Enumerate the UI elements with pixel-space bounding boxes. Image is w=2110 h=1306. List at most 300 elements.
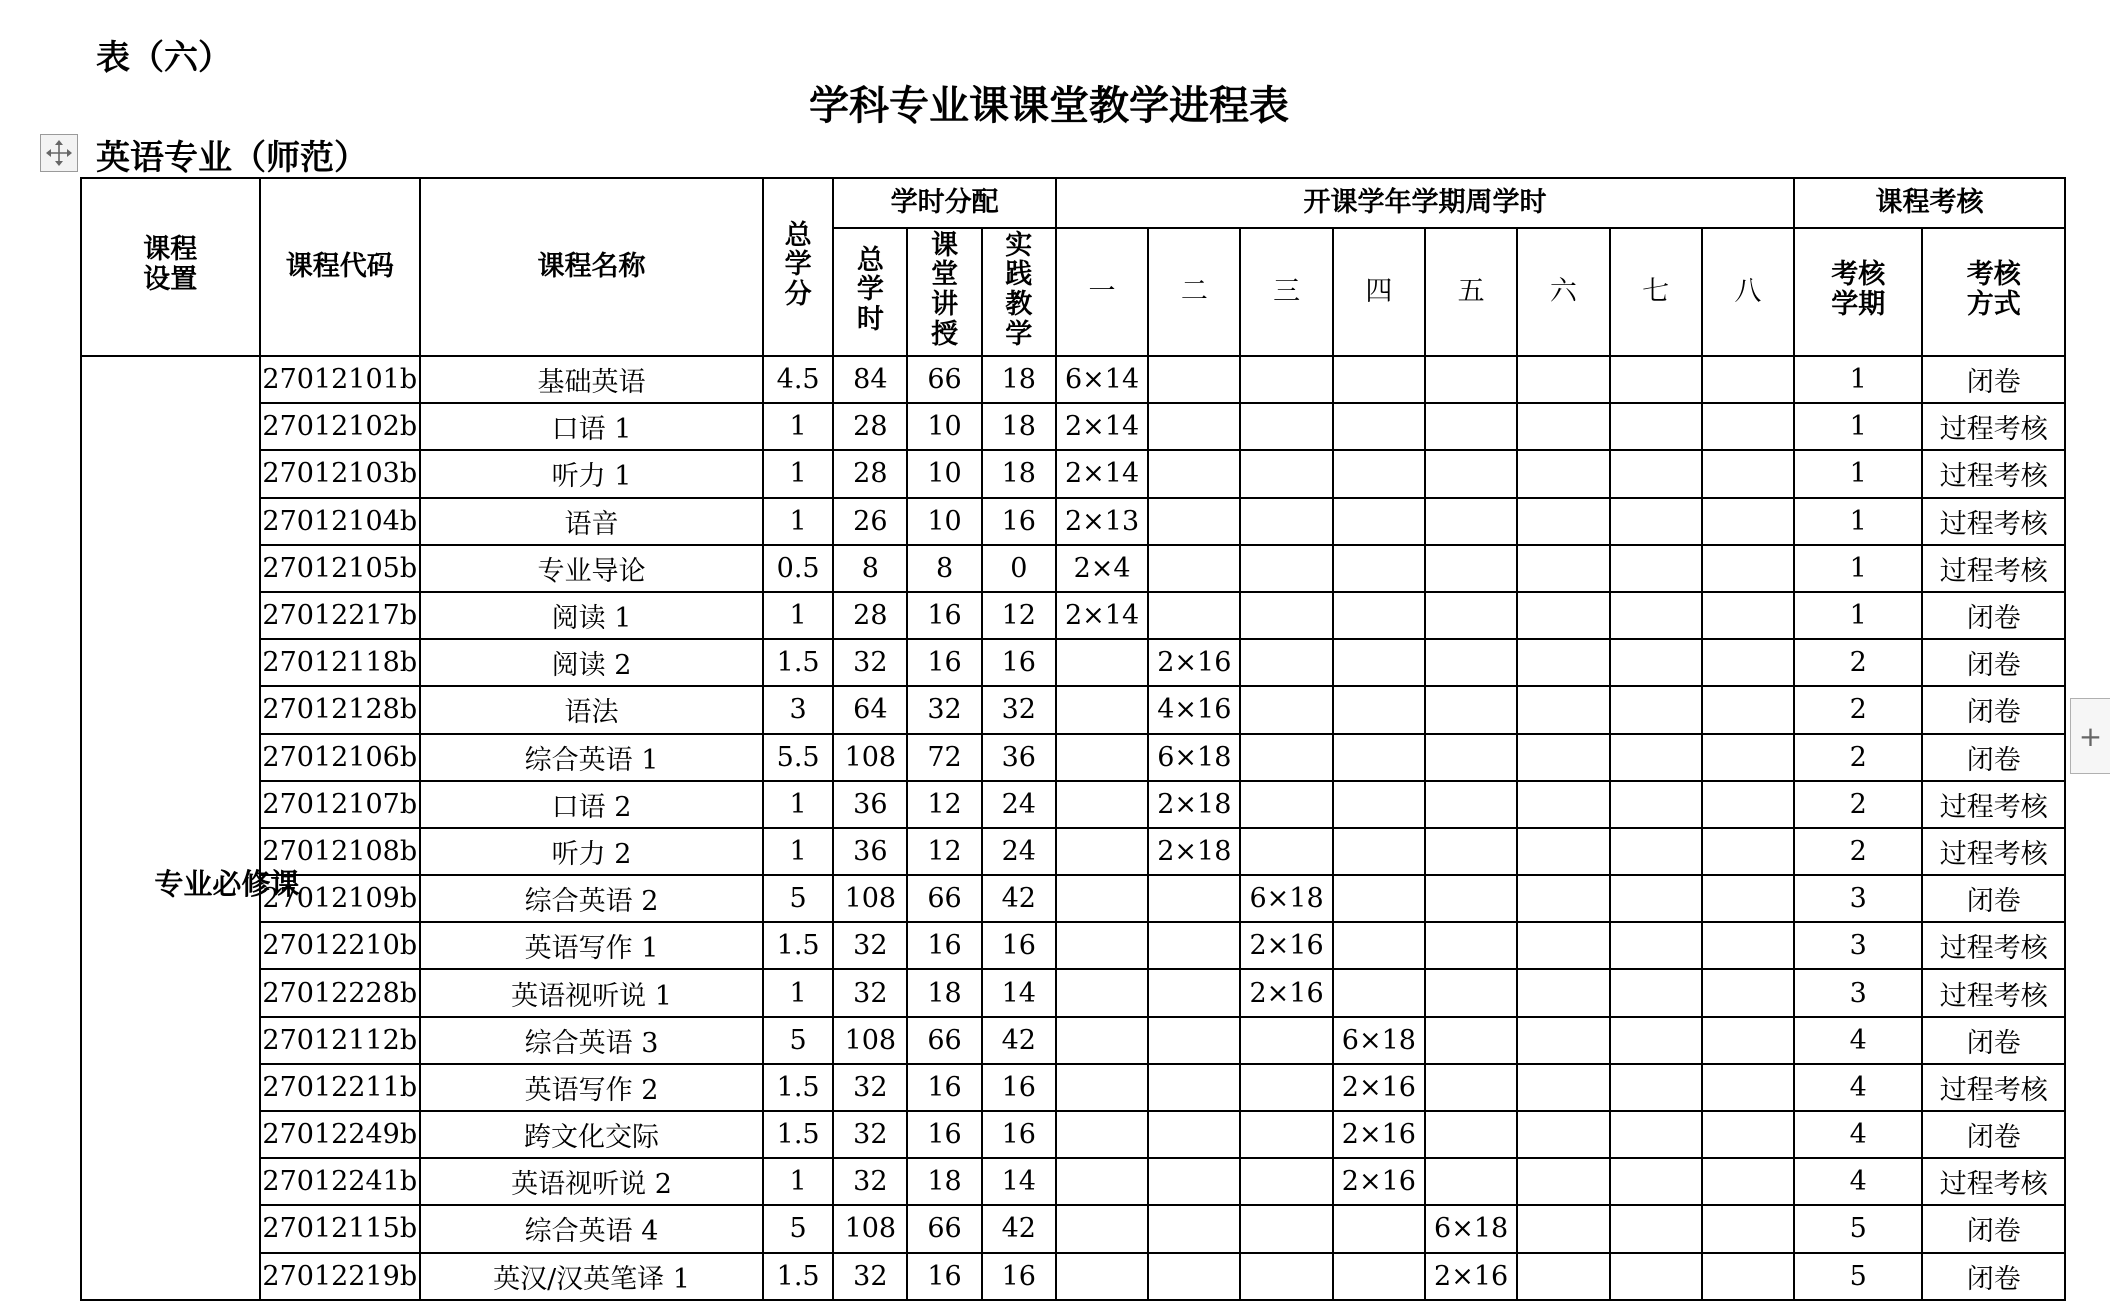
semester-3-cell	[1240, 1158, 1332, 1205]
semester-5-cell	[1425, 922, 1517, 969]
lecture-hours-cell: 18	[907, 969, 981, 1016]
exam-method-cell: 闭卷	[1922, 1253, 2065, 1300]
semester-8-cell	[1702, 356, 1794, 403]
semester-1-cell	[1056, 922, 1148, 969]
semester-1-cell	[1056, 1064, 1148, 1111]
table-row	[81, 639, 2065, 686]
semester-4-cell	[1333, 828, 1425, 875]
semester-3-cell: 2×16	[1240, 922, 1332, 969]
total-hours-cell: 108	[833, 875, 907, 922]
semester-7-cell	[1610, 781, 1702, 828]
semester-5-cell	[1425, 545, 1517, 592]
lecture-hours-cell: 12	[907, 828, 981, 875]
course-code-cell: 27012118b	[260, 639, 420, 686]
semester-7-cell	[1610, 450, 1702, 497]
table-row	[81, 450, 2065, 497]
exam-term-cell: 2	[1794, 781, 1922, 828]
semester-6-cell	[1517, 781, 1609, 828]
total-hours-cell: 32	[833, 1253, 907, 1300]
semester-6-cell	[1517, 1158, 1609, 1205]
semester-8-cell	[1702, 734, 1794, 781]
table-row	[81, 592, 2065, 639]
credits-cell: 1	[763, 498, 833, 545]
table-row	[81, 403, 2065, 450]
semester-4-cell	[1333, 403, 1425, 450]
credits-cell: 1	[763, 450, 833, 497]
practice-hours-cell: 18	[982, 450, 1056, 497]
course-name-cell: 英语写作 2	[420, 1064, 763, 1111]
table-row	[81, 969, 2065, 1016]
semester-8-cell	[1702, 1064, 1794, 1111]
table-row	[81, 1064, 2065, 1111]
semester-1-cell: 2×14	[1056, 592, 1148, 639]
semester-5-cell	[1425, 734, 1517, 781]
table-row	[81, 734, 2065, 781]
semester-8-cell	[1702, 1111, 1794, 1158]
practice-hours-cell: 42	[982, 1205, 1056, 1252]
total-hours-cell: 32	[833, 1111, 907, 1158]
exam-method-cell: 过程考核	[1922, 781, 2065, 828]
credits-cell: 0.5	[763, 545, 833, 592]
course-name-cell: 口语 2	[420, 781, 763, 828]
course-name-cell: 基础英语	[420, 356, 763, 403]
semester-4-cell	[1333, 1253, 1425, 1300]
course-name-cell: 英语视听说 1	[420, 969, 763, 1016]
lecture-hours-cell: 12	[907, 781, 981, 828]
semester-5-cell	[1425, 1158, 1517, 1205]
credits-cell: 1	[763, 592, 833, 639]
exam-term-cell: 1	[1794, 450, 1922, 497]
lecture-hours-cell: 10	[907, 498, 981, 545]
course-code-cell: 27012101b	[260, 356, 420, 403]
header-practice: 实践教学	[982, 228, 1056, 356]
semester-6-cell	[1517, 686, 1609, 733]
semester-8-cell	[1702, 875, 1794, 922]
course-code-cell: 27012217b	[260, 592, 420, 639]
exam-term-cell: 4	[1794, 1017, 1922, 1064]
course-name-cell: 语音	[420, 498, 763, 545]
semester-6-cell	[1517, 639, 1609, 686]
semester-5-cell	[1425, 450, 1517, 497]
exam-method-cell: 闭卷	[1922, 686, 2065, 733]
semester-7-cell	[1610, 1111, 1702, 1158]
total-hours-cell: 32	[833, 922, 907, 969]
move-arrows-icon	[45, 139, 73, 167]
practice-hours-cell: 14	[982, 969, 1056, 1016]
exam-method-cell: 闭卷	[1922, 1017, 2065, 1064]
semester-7-cell	[1610, 1253, 1702, 1300]
semester-4-cell: 6×18	[1333, 1017, 1425, 1064]
semester-1-cell	[1056, 1158, 1148, 1205]
exam-method-cell: 闭卷	[1922, 1205, 2065, 1252]
plus-icon: +	[2078, 719, 2103, 753]
semester-7-cell	[1610, 498, 1702, 545]
semester-4-cell: 2×16	[1333, 1158, 1425, 1205]
semester-6-cell	[1517, 1111, 1609, 1158]
lecture-hours-cell: 16	[907, 1111, 981, 1158]
table-row	[81, 1205, 2065, 1252]
semester-1-cell	[1056, 875, 1148, 922]
exam-term-cell: 3	[1794, 922, 1922, 969]
practice-hours-cell: 16	[982, 498, 1056, 545]
credits-cell: 1	[763, 969, 833, 1016]
semester-6-cell	[1517, 1017, 1609, 1064]
semester-1-cell: 2×14	[1056, 403, 1148, 450]
semester-3-cell	[1240, 1111, 1332, 1158]
semester-1-cell	[1056, 639, 1148, 686]
credits-cell: 5	[763, 1205, 833, 1252]
course-code-cell: 27012249b	[260, 1111, 420, 1158]
practice-hours-cell: 14	[982, 1158, 1056, 1205]
practice-hours-cell: 36	[982, 734, 1056, 781]
header-hours-group: 学时分配	[833, 178, 1056, 228]
semester-8-cell	[1702, 1253, 1794, 1300]
semester-7-cell	[1610, 969, 1702, 1016]
semester-5-cell	[1425, 592, 1517, 639]
header-semester-3: 三	[1240, 228, 1332, 356]
semester-7-cell	[1610, 356, 1702, 403]
course-name-cell: 跨文化交际	[420, 1111, 763, 1158]
exam-method-cell: 过程考核	[1922, 498, 2065, 545]
semester-5-cell	[1425, 875, 1517, 922]
exam-method-cell: 过程考核	[1922, 450, 2065, 497]
credits-cell: 5	[763, 875, 833, 922]
lecture-hours-cell: 16	[907, 922, 981, 969]
semester-3-cell	[1240, 639, 1332, 686]
course-name-cell: 听力 1	[420, 450, 763, 497]
semester-7-cell	[1610, 592, 1702, 639]
semester-6-cell	[1517, 875, 1609, 922]
semester-4-cell	[1333, 639, 1425, 686]
lecture-hours-cell: 18	[907, 1158, 981, 1205]
header-name: 课程名称	[420, 178, 763, 356]
practice-hours-cell: 16	[982, 1253, 1056, 1300]
semester-1-cell	[1056, 1017, 1148, 1064]
semester-6-cell	[1517, 1205, 1609, 1252]
semester-8-cell	[1702, 592, 1794, 639]
lecture-hours-cell: 16	[907, 1064, 981, 1111]
semester-6-cell	[1517, 828, 1609, 875]
semester-4-cell: 2×16	[1333, 1111, 1425, 1158]
practice-hours-cell: 0	[982, 545, 1056, 592]
semester-4-cell	[1333, 734, 1425, 781]
total-hours-cell: 108	[833, 1017, 907, 1064]
semester-2-cell	[1148, 1205, 1240, 1252]
exam-method-cell: 过程考核	[1922, 828, 2065, 875]
category-cell: 专业必修课	[81, 356, 260, 1300]
header-semester-7: 七	[1610, 228, 1702, 356]
lecture-hours-cell: 16	[907, 592, 981, 639]
credits-cell: 5.5	[763, 734, 833, 781]
semester-5-cell	[1425, 781, 1517, 828]
semester-6-cell	[1517, 356, 1609, 403]
semester-7-cell	[1610, 1158, 1702, 1205]
lecture-hours-cell: 66	[907, 1205, 981, 1252]
semester-2-cell	[1148, 875, 1240, 922]
header-total-credits: 总学分	[763, 178, 833, 356]
total-hours-cell: 8	[833, 545, 907, 592]
course-code-cell: 27012210b	[260, 922, 420, 969]
table-label: 表（六）	[96, 38, 232, 78]
semester-6-cell	[1517, 922, 1609, 969]
semester-5-cell	[1425, 828, 1517, 875]
course-code-cell: 27012107b	[260, 781, 420, 828]
semester-4-cell	[1333, 498, 1425, 545]
semester-2-cell	[1148, 1064, 1240, 1111]
practice-hours-cell: 42	[982, 1017, 1056, 1064]
semester-4-cell	[1333, 922, 1425, 969]
exam-method-cell: 过程考核	[1922, 1064, 2065, 1111]
semester-6-cell	[1517, 403, 1609, 450]
semester-4-cell: 2×16	[1333, 1064, 1425, 1111]
exam-method-cell: 闭卷	[1922, 356, 2065, 403]
course-code-cell: 27012102b	[260, 403, 420, 450]
course-code-cell: 27012106b	[260, 734, 420, 781]
semester-2-cell	[1148, 1158, 1240, 1205]
semester-3-cell	[1240, 498, 1332, 545]
header-code: 课程代码	[260, 178, 420, 356]
semester-2-cell	[1148, 592, 1240, 639]
header-semester-group: 开课学年学期周学时	[1056, 178, 1794, 228]
semester-7-cell	[1610, 686, 1702, 733]
credits-cell: 4.5	[763, 356, 833, 403]
semester-3-cell	[1240, 1205, 1332, 1252]
exam-method-cell: 闭卷	[1922, 875, 2065, 922]
total-hours-cell: 84	[833, 356, 907, 403]
semester-8-cell	[1702, 498, 1794, 545]
header-category: 课程设置	[81, 178, 260, 356]
semester-8-cell	[1702, 1017, 1794, 1064]
semester-2-cell	[1148, 498, 1240, 545]
header-total-hours: 总学时	[833, 228, 907, 356]
practice-hours-cell: 42	[982, 875, 1056, 922]
semester-5-cell	[1425, 1111, 1517, 1158]
semester-1-cell: 2×13	[1056, 498, 1148, 545]
major-title: 英语专业（师范）	[96, 138, 368, 178]
semester-3-cell: 2×16	[1240, 969, 1332, 1016]
total-hours-cell: 32	[833, 969, 907, 1016]
semester-3-cell	[1240, 1017, 1332, 1064]
semester-8-cell	[1702, 828, 1794, 875]
semester-2-cell: 2×16	[1148, 639, 1240, 686]
credits-cell: 1	[763, 1158, 833, 1205]
semester-3-cell	[1240, 356, 1332, 403]
lecture-hours-cell: 16	[907, 1253, 981, 1300]
practice-hours-cell: 18	[982, 403, 1056, 450]
semester-7-cell	[1610, 639, 1702, 686]
semester-3-cell	[1240, 592, 1332, 639]
total-hours-cell: 36	[833, 781, 907, 828]
semester-6-cell	[1517, 734, 1609, 781]
course-name-cell: 阅读 1	[420, 592, 763, 639]
semester-8-cell	[1702, 639, 1794, 686]
exam-term-cell: 5	[1794, 1205, 1922, 1252]
semester-8-cell	[1702, 781, 1794, 828]
course-code-cell: 27012104b	[260, 498, 420, 545]
total-hours-cell: 28	[833, 592, 907, 639]
exam-method-cell: 过程考核	[1922, 922, 2065, 969]
semester-3-cell	[1240, 403, 1332, 450]
semester-2-cell	[1148, 356, 1240, 403]
exam-method-cell: 闭卷	[1922, 639, 2065, 686]
course-name-cell: 专业导论	[420, 545, 763, 592]
exam-term-cell: 4	[1794, 1158, 1922, 1205]
semester-6-cell	[1517, 1253, 1609, 1300]
semester-1-cell	[1056, 1205, 1148, 1252]
semester-6-cell	[1517, 498, 1609, 545]
course-code-cell: 27012109b	[260, 875, 420, 922]
semester-5-cell	[1425, 403, 1517, 450]
total-hours-cell: 32	[833, 1064, 907, 1111]
course-code-cell: 27012105b	[260, 545, 420, 592]
semester-8-cell	[1702, 922, 1794, 969]
practice-hours-cell: 16	[982, 922, 1056, 969]
semester-6-cell	[1517, 450, 1609, 497]
header-lecture: 课堂讲授	[907, 228, 981, 356]
semester-2-cell: 2×18	[1148, 828, 1240, 875]
semester-8-cell	[1702, 545, 1794, 592]
table-row	[81, 1158, 2065, 1205]
semester-8-cell	[1702, 450, 1794, 497]
exam-term-cell: 1	[1794, 498, 1922, 545]
course-code-cell: 27012228b	[260, 969, 420, 1016]
table-row	[81, 1111, 2065, 1158]
credits-cell: 1	[763, 403, 833, 450]
semester-2-cell	[1148, 1111, 1240, 1158]
header-semester-6: 六	[1517, 228, 1609, 356]
semester-5-cell	[1425, 686, 1517, 733]
exam-term-cell: 1	[1794, 545, 1922, 592]
table-row	[81, 686, 2065, 733]
total-hours-cell: 32	[833, 1158, 907, 1205]
exam-term-cell: 3	[1794, 969, 1922, 1016]
exam-term-cell: 1	[1794, 403, 1922, 450]
course-code-cell: 27012219b	[260, 1253, 420, 1300]
semester-3-cell: 6×18	[1240, 875, 1332, 922]
semester-6-cell	[1517, 1064, 1609, 1111]
page-title: 学科专业课课堂教学进程表	[809, 83, 1289, 129]
semester-5-cell	[1425, 969, 1517, 1016]
table-row	[81, 498, 2065, 545]
semester-5-cell	[1425, 1064, 1517, 1111]
header-semester-1: 一	[1056, 228, 1148, 356]
semester-1-cell: 2×4	[1056, 545, 1148, 592]
semester-3-cell	[1240, 828, 1332, 875]
semester-5-cell	[1425, 356, 1517, 403]
lecture-hours-cell: 66	[907, 1017, 981, 1064]
semester-7-cell	[1610, 545, 1702, 592]
course-code-cell: 27012128b	[260, 686, 420, 733]
semester-8-cell	[1702, 686, 1794, 733]
exam-method-cell: 过程考核	[1922, 1158, 2065, 1205]
exam-term-cell: 4	[1794, 1111, 1922, 1158]
semester-1-cell	[1056, 828, 1148, 875]
semester-7-cell	[1610, 1064, 1702, 1111]
table-row	[81, 356, 2065, 403]
semester-4-cell	[1333, 450, 1425, 497]
semester-8-cell	[1702, 1205, 1794, 1252]
exam-term-cell: 1	[1794, 592, 1922, 639]
semester-5-cell: 2×16	[1425, 1253, 1517, 1300]
semester-5-cell	[1425, 498, 1517, 545]
semester-2-cell	[1148, 922, 1240, 969]
exam-method-cell: 闭卷	[1922, 734, 2065, 781]
semester-3-cell	[1240, 450, 1332, 497]
practice-hours-cell: 16	[982, 1111, 1056, 1158]
table-move-handle[interactable]	[40, 134, 78, 172]
semester-7-cell	[1610, 828, 1702, 875]
semester-3-cell	[1240, 545, 1332, 592]
credits-cell: 1.5	[763, 1253, 833, 1300]
total-hours-cell: 28	[833, 450, 907, 497]
practice-hours-cell: 16	[982, 1064, 1056, 1111]
header-semester-8: 八	[1702, 228, 1794, 356]
exam-method-cell: 闭卷	[1922, 592, 2065, 639]
semester-3-cell	[1240, 734, 1332, 781]
semester-4-cell	[1333, 969, 1425, 1016]
semester-1-cell	[1056, 1253, 1148, 1300]
semester-2-cell: 6×18	[1148, 734, 1240, 781]
exam-term-cell: 1	[1794, 356, 1922, 403]
header-assessment-group: 课程考核	[1794, 178, 2065, 228]
add-column-button[interactable]	[2070, 698, 2110, 774]
table-row	[81, 781, 2065, 828]
course-name-cell: 综合英语 1	[420, 734, 763, 781]
total-hours-cell: 108	[833, 1205, 907, 1252]
semester-8-cell	[1702, 403, 1794, 450]
exam-term-cell: 3	[1794, 875, 1922, 922]
semester-1-cell: 6×14	[1056, 356, 1148, 403]
course-name-cell: 听力 2	[420, 828, 763, 875]
header-semester-5: 五	[1425, 228, 1517, 356]
semester-6-cell	[1517, 545, 1609, 592]
lecture-hours-cell: 72	[907, 734, 981, 781]
header-exam-term: 考核学期	[1794, 228, 1922, 356]
semester-6-cell	[1517, 969, 1609, 1016]
lecture-hours-cell: 8	[907, 545, 981, 592]
exam-method-cell: 过程考核	[1922, 403, 2065, 450]
lecture-hours-cell: 10	[907, 403, 981, 450]
semester-1-cell	[1056, 686, 1148, 733]
semester-2-cell	[1148, 1017, 1240, 1064]
semester-2-cell	[1148, 1253, 1240, 1300]
course-name-cell: 口语 1	[420, 403, 763, 450]
table-row	[81, 875, 2065, 922]
header-semester-4: 四	[1333, 228, 1425, 356]
credits-cell: 1	[763, 828, 833, 875]
credits-cell: 1.5	[763, 1064, 833, 1111]
lecture-hours-cell: 66	[907, 875, 981, 922]
credits-cell: 1.5	[763, 639, 833, 686]
practice-hours-cell: 12	[982, 592, 1056, 639]
course-code-cell: 27012108b	[260, 828, 420, 875]
lecture-hours-cell: 10	[907, 450, 981, 497]
semester-4-cell	[1333, 592, 1425, 639]
semester-3-cell	[1240, 1253, 1332, 1300]
semester-7-cell	[1610, 403, 1702, 450]
table-row	[81, 922, 2065, 969]
semester-1-cell	[1056, 1111, 1148, 1158]
semester-1-cell	[1056, 781, 1148, 828]
credits-cell: 1.5	[763, 1111, 833, 1158]
semester-3-cell	[1240, 1064, 1332, 1111]
exam-method-cell: 过程考核	[1922, 969, 2065, 1016]
semester-1-cell: 2×14	[1056, 450, 1148, 497]
exam-term-cell: 2	[1794, 734, 1922, 781]
semester-4-cell	[1333, 545, 1425, 592]
semester-2-cell	[1148, 969, 1240, 1016]
exam-term-cell: 2	[1794, 828, 1922, 875]
